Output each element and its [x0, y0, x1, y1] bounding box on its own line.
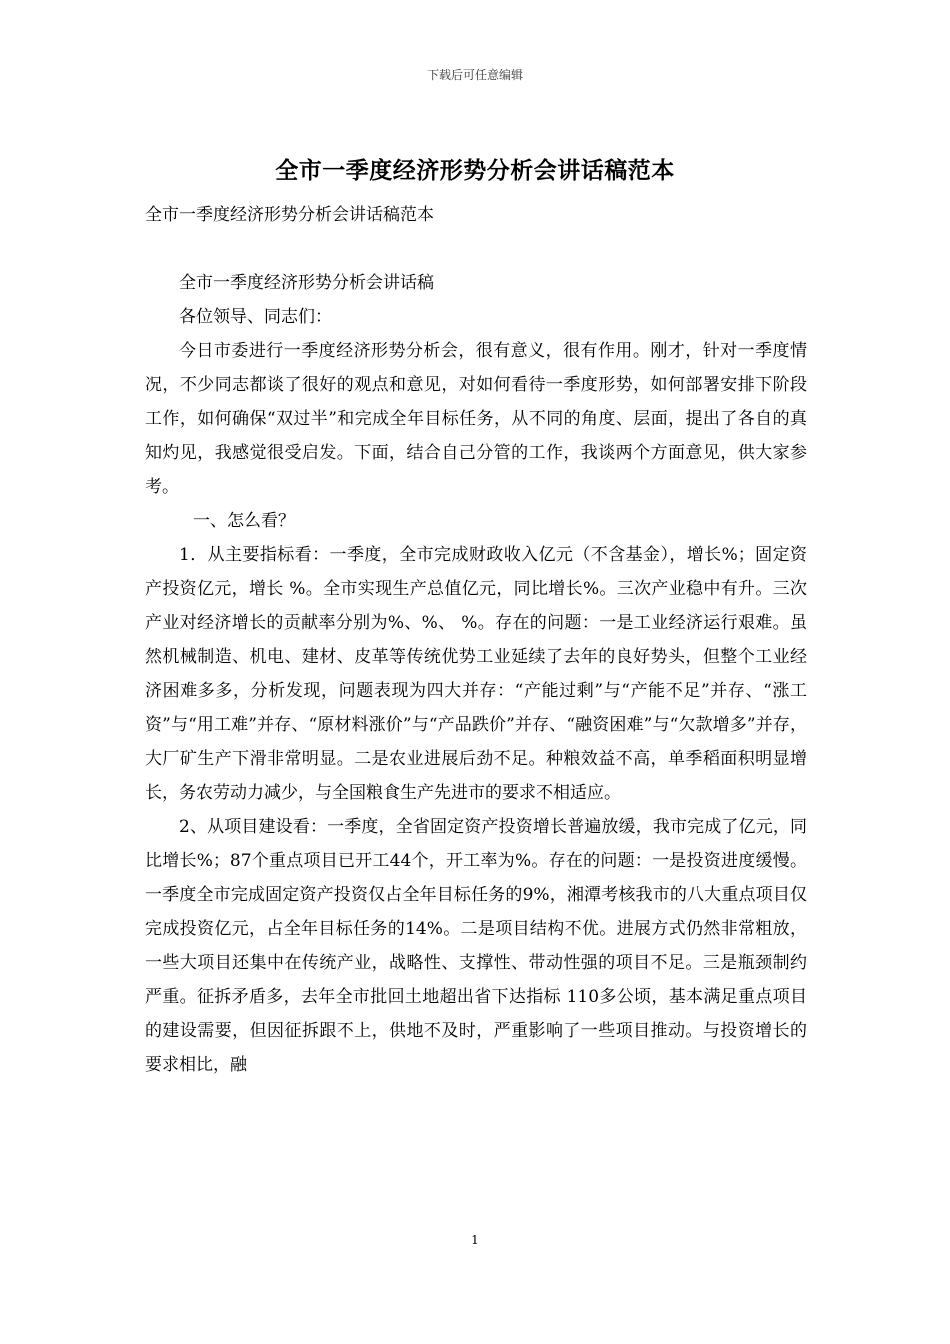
paragraph-projects: 2、从项目建设看：一季度，全省固定资产投资增长普遍放缓，我市完成了亿元，同比增长%；87个重点项目已开工44个，开工率为%。存在的问题：一是投资进度缓慢。一季度全市完成固定资产投资仅占全年目标任务的9%，湘潭考核我市的八大重点项目仅完成投资亿元，占全年目标任务的14%。二是项目结构不优。进展方式仍然非常粗放，一些大项目还集中在传统产业，战略性、支撑性、带动性强的项目不足。三是瓶颈制约严重。征拆矛盾多，去年全市批回土地超出省下达指标 110多公顷，基本满足重点项目的建设需要，但因征拆跟不上，供地不及时，严重影响了一些项目推动。与投资增长的要求相比，融: [145, 817, 807, 1075]
paragraph-intro: 今日市委进行一季度经济形势分析会，很有意义，很有作用。刚才，针对一季度情况，不少同志都谈了很好的观点和意见，对如何看待一季度形势，如何部署安排下阶段工作，如何确保“双过半”和完成全年目标任务，从不同的角度、层面，提出了各自的真知灼见，我感觉很受启发。下面，结合自己分管的工作，我谈两个方面意见，供大家参考。: [145, 341, 807, 497]
document-subtitle: 全市一季度经济形势分析会讲话稿范本: [145, 205, 434, 225]
speech-title: 全市一季度经济形势分析会讲话稿: [179, 273, 434, 293]
section-heading: 一、怎么看？: [193, 511, 295, 531]
document-body: [145, 198, 807, 1082]
page-number: 1: [471, 1233, 479, 1247]
paragraph-indicators: 1．从主要指标看：一季度，全市完成财政收入亿元（不含基金），增长%；固定资产投资亿元，增长 %。全市实现生产总值亿元，同比增长%。三次产业稳中有升。三次产业对经济增长的贡献率分别为%、%、 %。存在的问题：一是工业经济运行艰难。虽然机械制造、机电、建材、皮革等传统优势工业延续了去年的良好势头，但整个工业经济困难多多，分析发现，问题表现为四大并存：“产能过剩”与“产能不足”并存、“涨工资”与“用工难”并存、“原材料涨价”与“产品跌价”并存、“融资困难”与“欠款增多”并存，大厂矿生产下滑非常明显。二是农业进展后劲不足。种粮效益不高，单季稻面积明显增长，务农劳动力减少，与全国粮食生产先进市的要求不相适应。: [145, 545, 807, 803]
greeting: 各位领导、同志们：: [179, 307, 332, 327]
header-note: 下载后可任意编辑: [426, 68, 523, 82]
document-title: 全市一季度经济形势分析会讲话稿范本: [275, 157, 675, 184]
